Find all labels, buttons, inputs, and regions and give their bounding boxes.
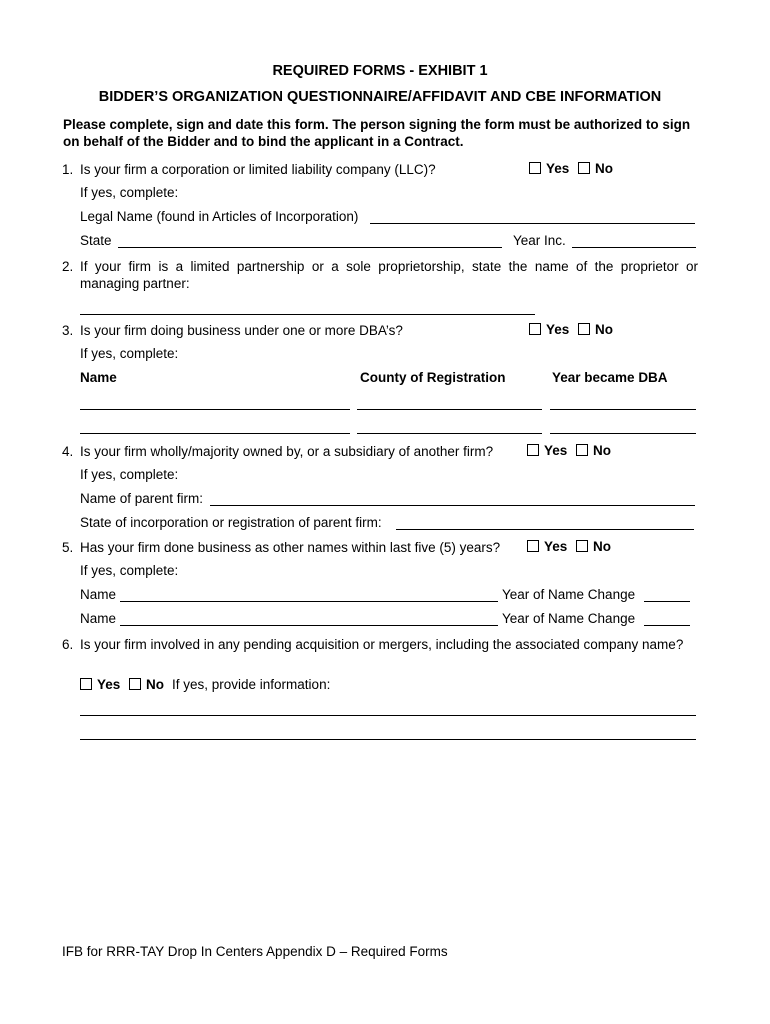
question-number: 2. xyxy=(62,259,74,274)
q2-proprietor-field[interactable] xyxy=(80,314,535,315)
question-number: 1. xyxy=(62,162,74,177)
q5-name2-field[interactable] xyxy=(120,625,498,626)
q3-row1-county-field[interactable] xyxy=(357,409,542,410)
question-text: Is your firm involved in any pending acquisition or mergers, including the associated company name? xyxy=(80,637,684,652)
q5-yes-checkbox[interactable] xyxy=(527,540,539,552)
q1-legal-name-field[interactable] xyxy=(370,223,695,224)
q4-yes-checkbox[interactable] xyxy=(527,444,539,456)
yes-label: Yes xyxy=(97,677,121,692)
q1-yes-no xyxy=(529,161,618,176)
q5-yes-no xyxy=(527,539,616,554)
q6-yes-no xyxy=(80,677,169,692)
q3-row2-name-field[interactable] xyxy=(80,433,350,434)
q1-year-inc-label: Year Inc. xyxy=(513,233,566,248)
q5-no-checkbox[interactable] xyxy=(576,540,588,552)
no-label: No xyxy=(593,443,612,458)
q6-info-field-1[interactable] xyxy=(80,715,696,716)
no-label: No xyxy=(593,539,612,554)
form-subtitle: BIDDER’S ORGANIZATION QUESTIONNAIRE/AFFIDAVIT AND CBE INFORMATION xyxy=(98,89,662,105)
q1-state-field[interactable] xyxy=(118,247,502,248)
page-footer: IFB for RRR-TAY Drop In Centers Appendix D – Required Forms xyxy=(62,944,448,959)
q5-name1-field[interactable] xyxy=(120,601,498,602)
no-label: No xyxy=(146,677,165,692)
q4-parent-state-field[interactable] xyxy=(396,529,694,530)
q1-legal-name-label: Legal Name (found in Articles of Incorporation) xyxy=(80,209,359,224)
question-6 xyxy=(62,636,698,672)
q3-row1-name-field[interactable] xyxy=(80,409,350,410)
question-number: 6. xyxy=(62,637,74,652)
yes-label: Yes xyxy=(546,322,570,337)
q4-parent-name-field[interactable] xyxy=(210,505,695,506)
question-text: Is your firm a corporation or limited liability company (LLC)? xyxy=(80,162,436,177)
q4-no-checkbox[interactable] xyxy=(576,444,588,456)
q6-yes-checkbox[interactable] xyxy=(80,678,92,690)
question-number: 3. xyxy=(62,323,74,338)
q5-year1-field[interactable] xyxy=(644,601,690,602)
q4-parent-state-label: State of incorporation or registration of parent firm: xyxy=(80,515,382,530)
q3-row2-year-field[interactable] xyxy=(550,433,696,434)
q5-year2-label: Year of Name Change xyxy=(502,611,636,626)
q3-no-checkbox[interactable] xyxy=(578,323,590,335)
q3-if-yes: If yes, complete: xyxy=(80,346,179,361)
q1-no-checkbox[interactable] xyxy=(578,162,590,174)
question-number: 4. xyxy=(62,444,74,459)
q3-col-county: County of Registration xyxy=(360,370,506,385)
q1-yes-checkbox[interactable] xyxy=(529,162,541,174)
q3-col-name: Name xyxy=(80,370,117,385)
q3-col-year: Year became DBA xyxy=(552,370,668,385)
question-2 xyxy=(62,258,698,294)
q4-yes-no xyxy=(527,443,616,458)
question-text: Has your firm done business as other names within last five (5) years? xyxy=(80,540,501,555)
q1-state-label: State xyxy=(80,233,112,248)
q5-if-yes: If yes, complete: xyxy=(80,563,179,578)
q3-yes-checkbox[interactable] xyxy=(529,323,541,335)
no-label: No xyxy=(595,322,614,337)
q4-if-yes: If yes, complete: xyxy=(80,467,179,482)
question-text: Is your firm wholly/majority owned by, or a subsidiary of another firm? xyxy=(80,444,494,459)
form-instructions: Please complete, sign and date this form. The person signing the form must be authorized to sign on behalf of the Bidder and to bind the applicant in a Contract. xyxy=(63,117,691,149)
no-label: No xyxy=(595,161,614,176)
question-number: 5. xyxy=(62,540,74,555)
q5-name2-label: Name xyxy=(80,611,117,626)
q1-year-inc-field[interactable] xyxy=(572,247,696,248)
yes-label: Yes xyxy=(544,443,568,458)
q4-parent-name-label: Name of parent firm: xyxy=(80,491,204,506)
q6-provide-label: If yes, provide information: xyxy=(172,677,331,692)
question-text: Is your firm doing business under one or more DBA’s? xyxy=(80,323,403,338)
q5-year1-label: Year of Name Change xyxy=(502,587,636,602)
yes-label: Yes xyxy=(546,161,570,176)
question-text: If your firm is a limited partnership or a sole proprietorship, state the name of the proprietor or managing partner: xyxy=(80,259,698,291)
q1-if-yes: If yes, complete: xyxy=(80,185,179,200)
q5-year2-field[interactable] xyxy=(644,625,690,626)
q6-info-field-2[interactable] xyxy=(80,739,696,740)
q3-yes-no xyxy=(529,322,618,337)
q3-row2-county-field[interactable] xyxy=(357,433,542,434)
q3-row1-year-field[interactable] xyxy=(550,409,696,410)
q5-name1-label: Name xyxy=(80,587,117,602)
yes-label: Yes xyxy=(544,539,568,554)
form-title: REQUIRED FORMS - EXHIBIT 1 xyxy=(272,63,488,79)
q6-no-checkbox[interactable] xyxy=(129,678,141,690)
